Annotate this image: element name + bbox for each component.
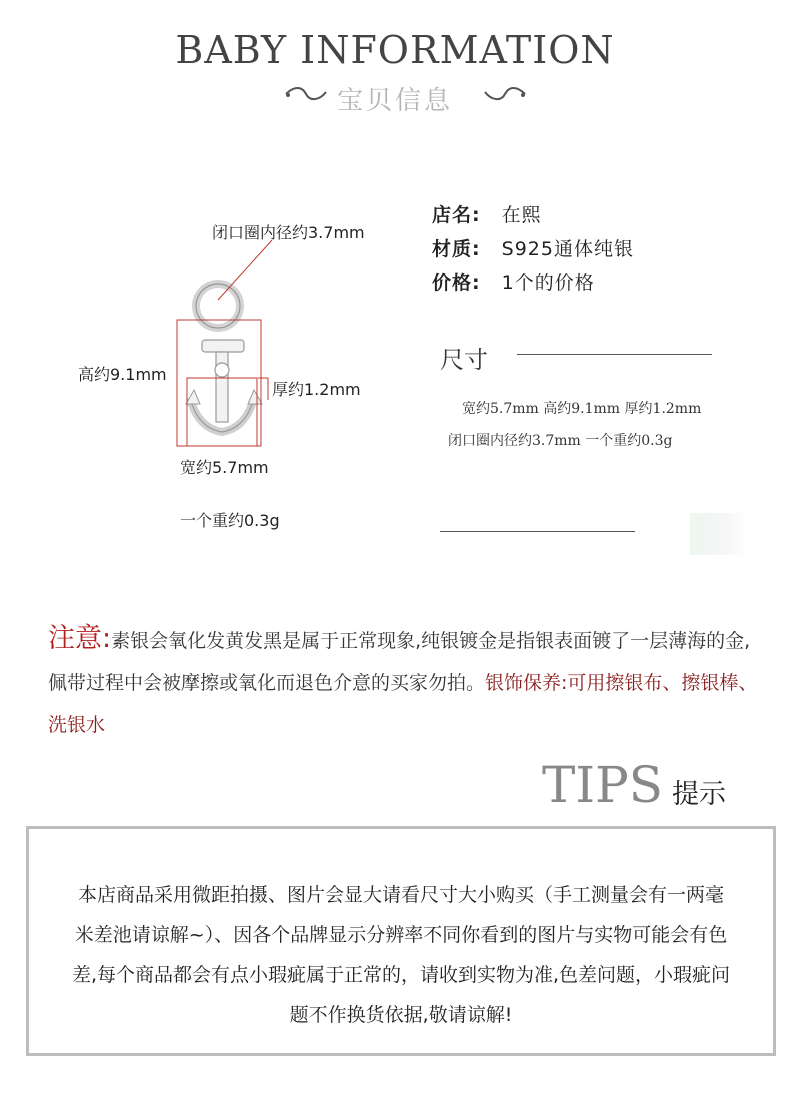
label-weight: 一个重约0.3g	[180, 511, 280, 530]
info-row-material	[432, 234, 634, 261]
product-diagram	[78, 200, 430, 540]
right-ornament-icon	[483, 86, 527, 102]
info-row-shop	[432, 200, 542, 227]
size-bottom-divider	[440, 531, 635, 532]
info-key: 价格:	[432, 272, 481, 294]
page-title-cn: 宝贝信息	[336, 86, 453, 116]
care-text: 银饰保养:可用擦银布、擦银棒、洗银水	[48, 672, 758, 736]
size-heading: 尺寸	[440, 346, 488, 374]
size-divider	[517, 354, 712, 355]
info-value: 1个的价格	[501, 272, 595, 294]
label-ring-diameter: 闭口圈内径约3.7mm	[212, 223, 365, 242]
label-thickness: 厚约1.2mm	[272, 380, 361, 399]
anchor-charm-icon	[150, 200, 430, 540]
tips-box	[26, 826, 776, 1056]
size-description: 宽约5.7mm 高约9.1mm 厚约1.2mm 闭口圈内径约3.7mm 一个重约0.3g	[448, 401, 702, 449]
tips-title-en: TIPS	[542, 756, 663, 814]
notice-label: 注意:	[48, 623, 112, 654]
info-key: 材质:	[432, 238, 481, 260]
tips-title-cn: 提示	[672, 779, 726, 810]
info-value: 在熙	[501, 204, 542, 226]
notice-text: 素银会氧化发黄发黑是属于正常现象,纯银镀金是指银表面镀了一层薄海的金,佩带过程中会被摩擦或氧化而退色介意的买家勿拍。	[48, 630, 751, 694]
notice-paragraph	[48, 618, 758, 746]
info-row-price	[432, 268, 595, 295]
label-height: 高约9.1mm	[78, 365, 167, 384]
page-title-en: BABY INFORMATION	[175, 28, 615, 72]
info-key: 店名:	[432, 204, 481, 226]
info-value: S925通体纯银	[501, 238, 634, 260]
label-width: 宽约5.7mm	[180, 458, 269, 477]
decorative-patch	[690, 513, 748, 555]
tips-text: 本店商品采用微距拍摄、图片会显大请看尺寸大小购买（手工测量会有一两毫米差池请谅解~）、因各个品牌显示分辨率不同你看到的图片与实物可能会有色差,每个商品都会有点小瑕疵属于正常的，请收到实物为准,色差问题，小瑕疵问题不作换货依据,敬请谅解!	[71, 884, 731, 1026]
